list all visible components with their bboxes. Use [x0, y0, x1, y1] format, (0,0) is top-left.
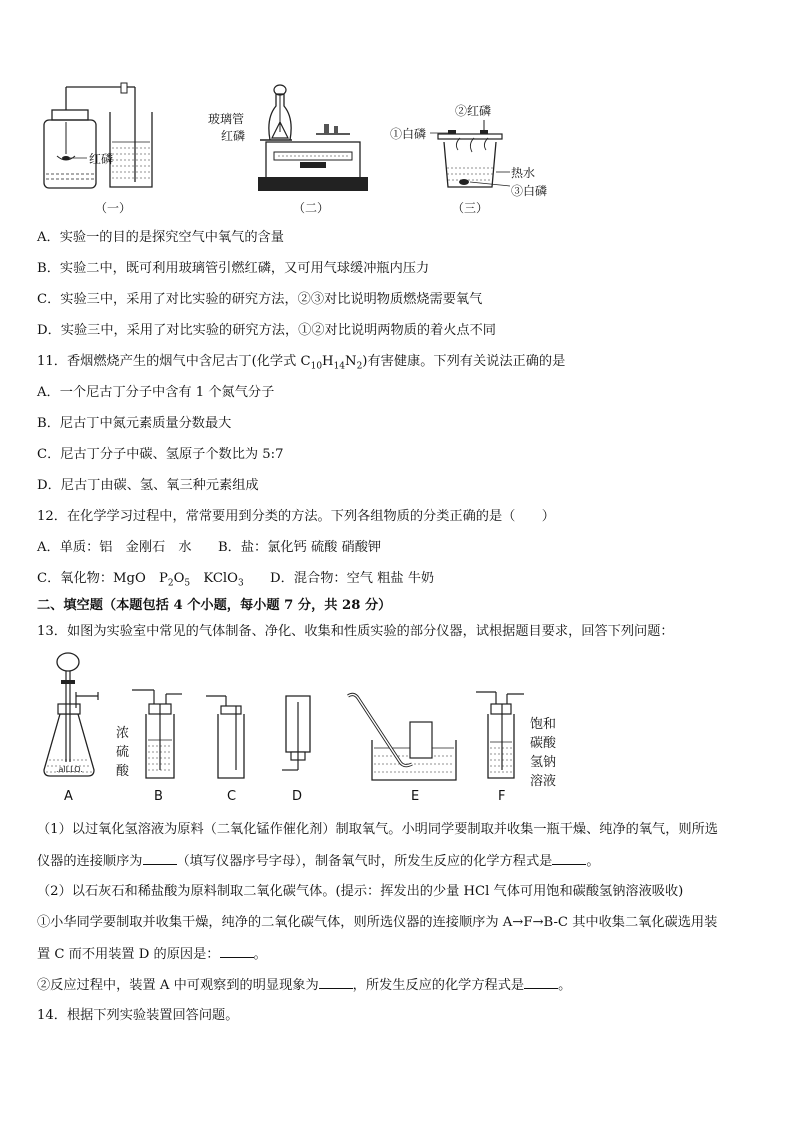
caption-3: （三） — [452, 201, 489, 215]
q11-stem: 11．香烟燃烧产生的烟气中含尼古丁(化学式 $C_{10}H_{14}N_2$)有害健康。下列有关说法正确的是 — [37, 354, 566, 372]
apparatus-2-mass-conservation — [258, 85, 368, 191]
q13-stem: 13．如图为实验室中常见的气体制备、净化、收集和性质实验的部分仪器，试根据题目要求，回答下列问题： — [37, 624, 674, 639]
apparatus-f-side-3: 氢钠 — [530, 755, 557, 770]
q10-option-c: C．实验三中，采用了对比实验的研究方法，②③对比说明物质燃烧需要氧气 — [37, 292, 483, 307]
section-2-heading: 二、填空题（本题包括 4 个小题，每小题 7 分，共 28 分） — [37, 598, 392, 613]
q12-stem: 12．在化学学习过程中，常常要用到分类的方法。下列各组物质的分类正确的是（ ） — [37, 509, 555, 524]
label-reshui: 热水 — [511, 166, 536, 180]
apparatus-label-d: D — [292, 789, 303, 802]
apparatus-b-side-3: 酸 — [116, 764, 130, 779]
apparatus-label-b: B — [154, 789, 163, 802]
answer-blank-5[interactable] — [524, 976, 558, 989]
q13-part1-line2: 仪器的连接顺序为 （填写仪器序号字母），制备氧气时，所发生反应的化学方程式是 。 — [37, 854, 600, 869]
apparatus-label-a: A — [64, 789, 73, 802]
apparatus-label-e: E — [411, 789, 420, 802]
apparatus-label-c: C — [227, 789, 237, 802]
label-boli-guan: 玻璃管 — [208, 112, 245, 126]
answer-blank-2[interactable] — [552, 852, 586, 865]
q13-part2-line1: （2）以石灰石和稀盐酸为原料制取二氧化碳气体。(提示：挥发出的少量 HCl 气体可用饱和碳酸氢钠溶液吸收) — [37, 884, 684, 899]
label-hongling-2: 红磷 — [221, 129, 246, 143]
experiment-figure-2 — [36, 652, 576, 802]
apparatus-label-f: F — [498, 789, 506, 802]
q13-part3-line2: 置 C 而不用装置 D 的原因是： 。 — [37, 947, 267, 962]
label-bailing-1: ①白磷 — [390, 127, 427, 141]
label-bailing-3: ③白磷 — [511, 184, 548, 198]
q13-part3-line1: ①小华同学要制取并收集干燥，纯净的二氧化碳气体，则所选仪器的连接顺序为 A→F→B-C 其中收集二氧化碳选用装 — [37, 915, 718, 930]
apparatus-c-collection-bottle — [206, 696, 244, 778]
apparatus-f-side-2: 碳酸 — [530, 736, 557, 751]
q10-option-d: D．实验三中，采用了对比实验的研究方法，①②对比说明两物质的着火点不同 — [37, 323, 496, 338]
apparatus-d-inverted-bottle — [282, 696, 310, 770]
answer-blank-3[interactable] — [220, 945, 254, 958]
q11-option-b: B．尼古丁中氮元素质量分数最大 — [37, 416, 232, 431]
svg-text:.alLLO.: .alLLO. — [56, 765, 83, 774]
answer-blank-1[interactable] — [143, 852, 177, 865]
answer-blank-4[interactable] — [319, 976, 353, 989]
q10-option-b: B．实验二中，既可利用玻璃管引燃红磷，又可用气球缓冲瓶内压力 — [37, 261, 430, 276]
apparatus-e-water-trough — [348, 694, 456, 780]
caption-1: （一） — [95, 201, 132, 215]
apparatus-b-wash-bottle — [132, 690, 182, 778]
q12-options-ab: A．单质：铝 金刚石 水 B．盐：氯化钙 硫酸 硝酸钾 — [37, 540, 382, 555]
q11-option-a: A．一个尼古丁分子中含有 1 个氮气分子 — [37, 385, 275, 400]
apparatus-f-wash-bottle — [476, 692, 524, 778]
caption-2: （二） — [293, 201, 330, 215]
apparatus-3-combustion-conditions — [430, 120, 510, 187]
q13-part4-line: ②反应过程中，装置 A 中可观察到的明显现象为 ，所发生反应的化学方程式是 。 — [37, 978, 572, 993]
apparatus-f-side-1: 饱和 — [530, 717, 557, 732]
q10-option-a: A．实验一的目的是探究空气中氧气的含量 — [37, 230, 284, 245]
q11-option-c: C．尼古丁分子中碳、氢原子个数比为 5:7 — [37, 447, 284, 462]
apparatus-a-flask — [44, 653, 98, 776]
apparatus-f-side-4: 溶液 — [530, 774, 557, 789]
apparatus-1-oxygen-content — [44, 83, 152, 188]
label-hongling-top: ②红磷 — [455, 104, 492, 118]
apparatus-b-side-2: 硫 — [116, 745, 130, 760]
q14-stem: 14．根据下列实验装置回答问题。 — [37, 1008, 239, 1023]
apparatus-b-side-1: 浓 — [116, 726, 130, 741]
q11-option-d: D．尼古丁由碳、氢、氧三种元素组成 — [37, 478, 259, 493]
label-hongling-1: 红磷 — [89, 152, 114, 166]
q13-part1-line1: （1）以过氧化氢溶液为原料（二氧化锰作催化剂）制取氧气。小明同学要制取并收集一瓶干燥、纯净的氧气，则所选 — [37, 822, 718, 837]
q12-options-cd: C．氧化物：MgO $P_2O_5$ KClO$_3$ D．混合物：空气 粗盐 牛奶 — [37, 571, 435, 589]
